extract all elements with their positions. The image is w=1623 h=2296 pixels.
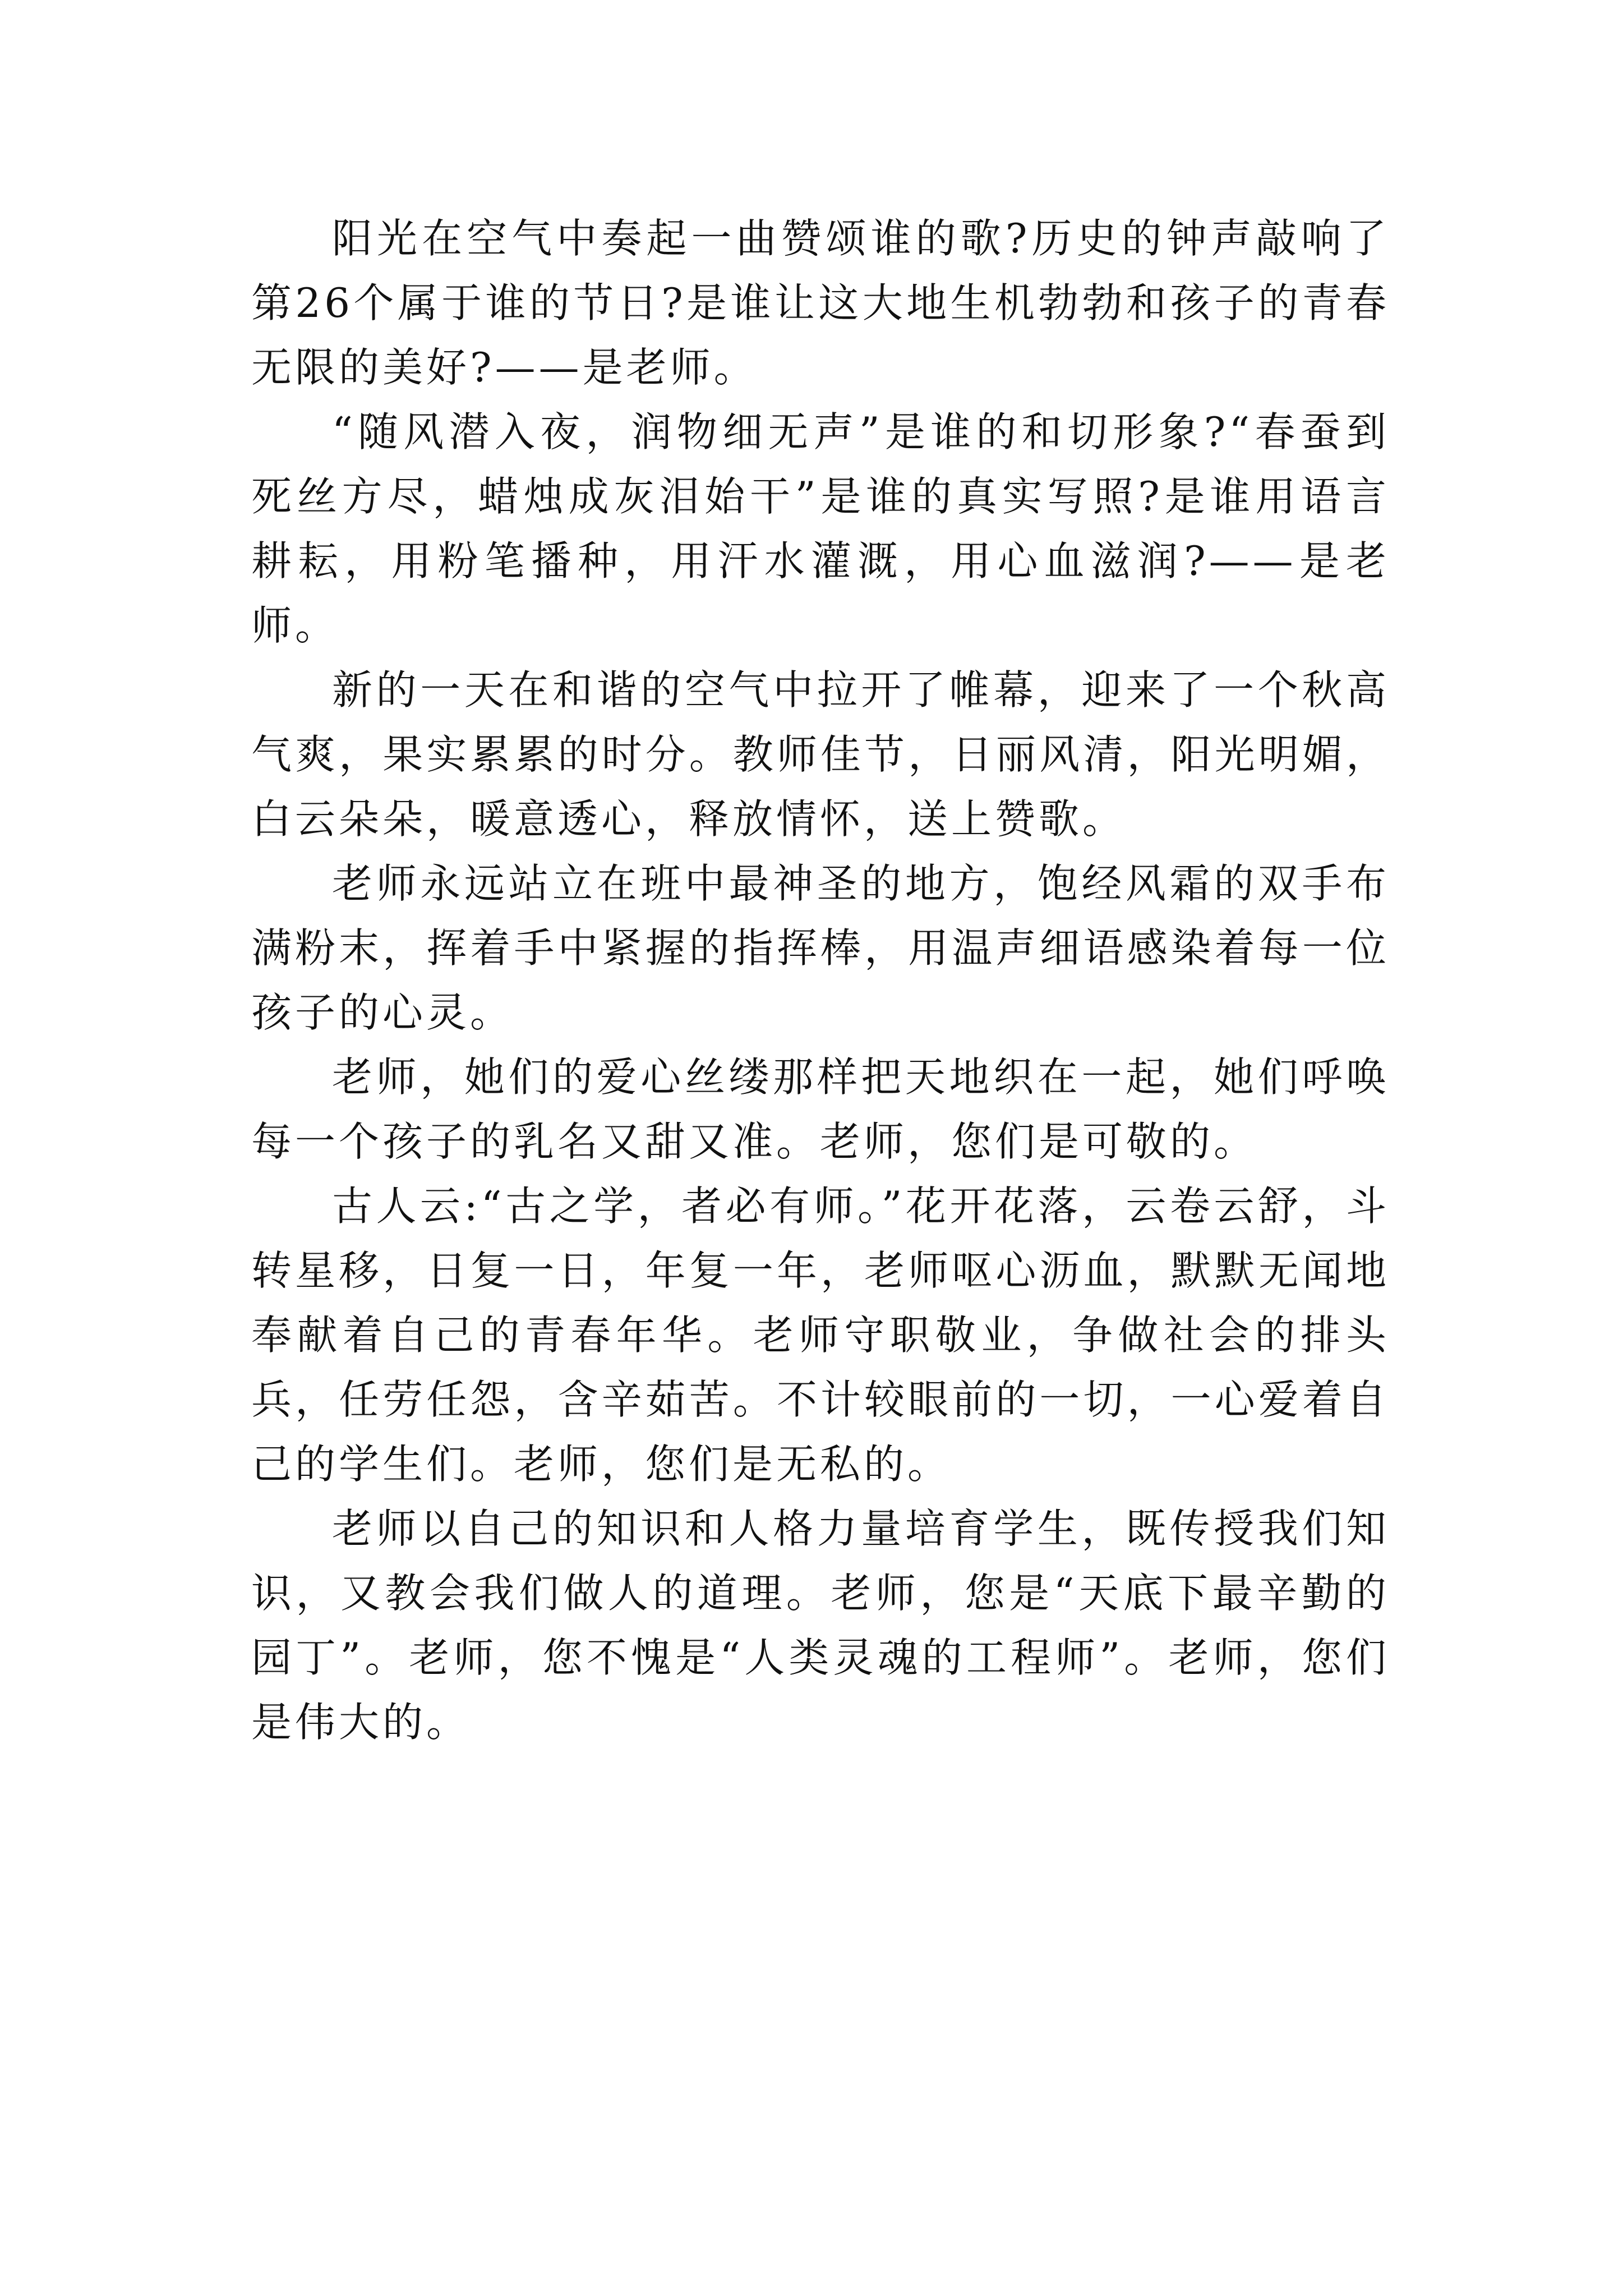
paragraph-5: 老师，她们的爱心丝缕那样把天地织在一起，她们呼唤每一个孩子的乳名又甜又准。老师，您们是可敬的。 (251, 1053, 1390, 1165)
paragraph-7: 老师以自己的知识和人格力量培育学生，既传授我们知识，又教会我们做人的道理。老师，您是“天底下最辛勤的园丁”。老师，您不愧是“人类灵魂的工程师”。老师，您们是伟大的。 (251, 1505, 1390, 1746)
paragraph-4: 老师永远站立在班中最神圣的地方，饱经风霜的双手布满粉末，挥着手中紧握的指挥棒，用温声细语感染着每一位孩子的心灵。 (251, 860, 1390, 1036)
paragraph-1: 阳光在空气中奏起一曲赞颂谁的歌?历史的钟声敲响了第26个属于谁的节日?是谁让这大地生机勃勃和孩子的青春无限的美好?——是老师。 (251, 215, 1390, 391)
paragraph-6: 古人云:“古之学，者必有师。”花开花落，云卷云舒，斗转星移，日复一日，年复一年，老师呕心沥血，默默无闻地奉献着自己的青春年华。老师守职敬业，争做社会的排头兵，任劳任怨，含辛茹苦。不计较眼前的一切，一心爱着自己的学生们。老师，您们是无私的。 (251, 1182, 1390, 1488)
paragraph-3: 新的一天在和谐的空气中拉开了帷幕，迎来了一个秋高气爽，果实累累的时分。教师佳节，日丽风清，阳光明媚，白云朵朵，暖意透心，释放情怀，送上赞歌。 (251, 666, 1390, 843)
paragraph-2: “随风潜入夜，润物细无声”是谁的和切形象?“春蚕到死丝方尽，蜡烛成灰泪始干”是谁的真实写照?是谁用语言耕耘，用粉笔播种，用汗水灌溉，用心血滋润?——是老师。 (251, 408, 1390, 649)
document-body (251, 206, 1390, 1755)
